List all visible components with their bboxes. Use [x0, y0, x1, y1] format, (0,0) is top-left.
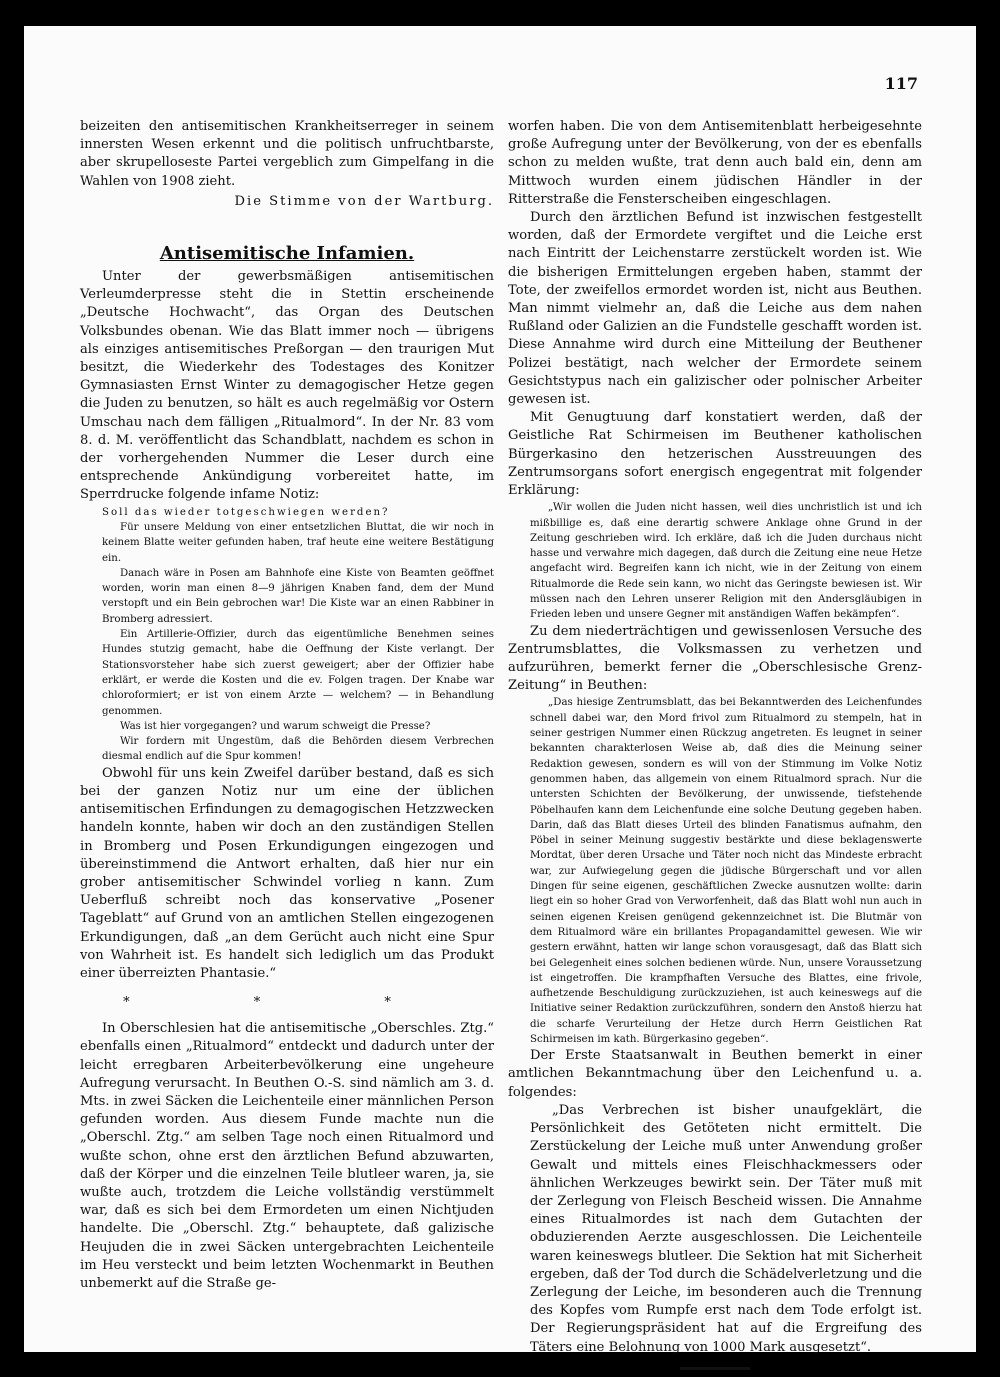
- article-paragraph-6: Mit Genugtuung darf konstatiert werden, daß der Geistliche Rat Schirmeisen im Beuthener katholischen Bürgerkasino den hetzerischen Ausstreuungen des Zentrumsorgans sofort energisch engegentrat mit folgender Erklärung:: [508, 410, 922, 499]
- article-paragraph-7: Zu dem niederträchtigen und gewissenlosen Versuche des Zentrumsblattes, die Volksmassen zu verhetzen und aufzurühren, bemerkt ferner die „Oberschlesische Grenz-Zeitung“ in Beuthen:: [508, 623, 922, 694]
- article-heading: Antisemitische Infamien.: [159, 243, 415, 265]
- page-number: 117: [884, 74, 918, 93]
- quoted-notice: [80, 505, 494, 765]
- quote-line: Soll das wieder totgeschwiegen werden?: [102, 506, 390, 518]
- article-paragraph-8: Der Erste Staatsanwalt in Beuthen bemerkt in einer amtlichen Bekanntmachung über den Leichenfund u. a. folgendes:: [508, 1048, 922, 1100]
- intro-paragraph: beizeiten den antisemitischen Krankheitserreger in seinem innersten Wesen erkennt und die politisch unfruchtbarste, aber skrupelloseste Partei vergeblich zum Gimpelfang in die Wahlen von 1908 zieht.: [80, 119, 494, 189]
- article-paragraph-3: In Oberschlesien hat die antisemitische „Oberschles. Ztg.“ ebenfalls einen „Ritualmord“ entdeckt und dadurch unter der leicht erregbaren Arbeiterbevölkerung eine ungeheure Aufregung verursacht. In Beuthen O.-S. sind nämlich am 3. d. Mts. in zwei Säcken die Leichenteile einer männlichen Person gefunden worden. Aus diesem Funde machte nun die „Oberschl. Ztg.“ am selben Tage noch einen Ritualmord und wußte schon, ohne erst den ärztlichen Befund abzuwarten, daß der Körper und die einzelnen Teile blutleer waren, ja, sie wußte auch, trotzdem die Leiche vollständig verstümmelt war, daß es sich bei dem Ermordeten um einen Nichtjuden handelte. Die „Oberschl. Ztg.“ behauptete, daß galizische Heujuden die in zwei Säcken untergebrachten Leichenteile im Heu versteckt und beim letzten Wochenmarkt in Beuthen unbemerkt auf die Straße ge-: [80, 1021, 494, 1291]
- left-column: [80, 118, 494, 1293]
- article-paragraph-4: worfen haben. Die von dem Antisemitenblatt herbeigesehnte große Aufregung unter der Bevölkerung, von der es ebenfalls schon zu melden wußte, trat denn auch bald ein, denn am Mittwoch wurden einem jüdischen Händler in der Ritterstraße die Fensterscheiben eingeschlagen.: [508, 119, 922, 207]
- quote-line: Danach wäre in Posen am Bahnhofe eine Kiste von Beamten geöffnet worden, worin man einen 8—9 jährigen Knaben fand, dem der Mund verstopft und ein Bein gebrochen war! Die Kiste war an einen Rabbiner in Bromberg adressiert.: [102, 567, 494, 625]
- quoted-newspaper: „Das hiesige Zentrumsblatt, das bei Bekanntwerden des Leichenfundes schnell dabei war, den Mord frivol zum Ritualmord zu stempeln, hat in seiner gestrigen Nummer einen Rückzug angetreten. Es leugnet in seiner bekannten charakterlosen Weise ab, daß dies die Meinung seiner Redaktion gewesen, sondern es will von der Stimmung im Volke Notiz genommen haben, das allgemein von einem Ritualmord sprach. Nur die untersten Schichten der Bevölkerung, der unwissende, tiefstehende Pöbelhaufen kann dem Leichenfunde eine solche Deutung gegeben haben. Darin, daß das Blatt dieses Urteil des blinden Fanatismus aufnahm, den Pöbel in seiner Meinung suggestiv bestärkte und diese beklagenswerte Mordtat, über deren Ursache und Täter noch nicht das Mindeste erbracht war, zur Aufwiegelung gegen die jüdische Bürgerschaft und vor allen Dingen für seine eigenen, geschäftlichen Zwecke ausnutzen wollte: darin liegt ein so hoher Grad von Verworfenheit, daß das Blatt wohl nun auch in seinen eigenen Kreisen genügend gekennzeichnet ist. Die Blutmär von dem Ritualmord wäre ein brillantes Propagandamittel gewesen. Wie wir gestern erwähnt, hatten wir lange schon vorausgesagt, daß das Blatt sich bei Gelegenheit eines solchen bedienen würde. Nun, unsere Voraussetzung ist eingetroffen. Die krampfhaften Versuche des Blattes, eine frivole, aufhetzende Beschuldigung zurückzuziehen, ist auch keineswegs auf die Initiative seiner Redaktion zurückzuführen, sondern den Anstoß hierzu hat die scharfe Verurteilung der Hetze durch Herrn Geistlichen Rat Schirmeisen im kath. Bürgerkasino gegeben“.: [530, 697, 922, 1045]
- quote-line: Wir fordern mit Ungestüm, daß die Behörden diesem Verbrechen diesmal endlich auf die Spur kommen!: [102, 736, 494, 763]
- source-signature: Die Stimme von der Wartburg.: [234, 193, 494, 209]
- right-column: [508, 118, 922, 1370]
- article-paragraph-5: Durch den ärztlichen Befund ist inzwischen festgestellt worden, daß der Ermordete vergiftet und die Leiche erst nach Eintritt der Leichenstarre zerstückelt worden ist. Wie die bisherigen Ermittelungen ergeben haben, stammt der Tote, der zweifellos ermordet worden ist, nicht aus Beuthen. Man nimmt vielmehr an, daß die Leiche aus dem nahen Rußland oder Galizien an die Fundstelle geschafft worden ist. Diese Annahme wird durch eine Mitteilung der Beuthener Polizei bestätigt, nach welcher der Ermordete seinem Gesichtstypus nach ein galizischer oder polnischer Arbeiter gewesen ist.: [508, 210, 922, 408]
- section-divider-stars: * * *: [123, 995, 451, 1011]
- quoted-prosecutor: „Das Verbrechen ist bisher unaufgeklärt, die Persönlichkeit des Getöteten nicht ermittelt. Die Zerstückelung der Leiche muß unter Anwendung großer Gewalt und mittels eines Fleischhackmessers oder ähnlichen Werkzeuges bewirkt sein. Der Täter muß mit der Zerlegung von Fleisch Bescheid wissen. Die Annahme eines Ritualmordes ist nach dem Gutachten der obduzierenden Aerzte ausgeschlossen. Die Leichenteile waren keineswegs blutleer. Die Sektion hat mit Sicherheit ergeben, daß der Tod durch die Schädelverletzung und die Zerlegung der Leiche, im besonderen auch die Trennung des Kopfes vom Rumpfe erst nach dem Tode erfolgt ist. Der Regierungspräsident hat auf die Ergreifung des Täters eine Belohnung von 1000 Mark ausgesetzt“.: [530, 1102, 922, 1355]
- quote-line: Was ist hier vorgegangen? und warum schweigt die Presse?: [120, 720, 431, 732]
- quoted-declaration: „Wir wollen die Juden nicht hassen, weil dies unchristlich ist und ich mißbillige es, daß eine derartig schwere Anklage ohne Grund in der Zeitung geschrieben wird. Ich erkläre, daß ich die Juden durchaus nicht hasse und verwahre mich dagegen, daß durch die Zeitung eine neue Hetze angefacht wird. Begreifen kann ich nicht, wie in der Zeitung von einem Ritualmorde die Rede sein kann, wo nicht das Geringste bewiesen ist. Wir müssen nach den Lehren unserer Religion mit den Andersgläubigen in Frieden leben und unsere Gegner mit anständigen Waffen bekämpfen“.: [530, 502, 922, 621]
- document-page: [24, 26, 976, 1355]
- article-paragraph-1: Unter der gewerbsmäßigen antisemitischen Verleumderpresse steht die in Stettin erscheinende „Deutsche Hochwacht“, das Organ des Deutschen Volksbundes obenan. Wie das Blatt immer noch — übrigens als einziges antisemitisches Preßorgan — den traurigen Mut besitzt, die Wiederkehr des Todestages des Konitzer Gymnasiasten Ernst Winter zu demagogischer Hetze gegen die Juden zu benutzen, so hält es auch regelmäßig vor Ostern Umschau nach dem fälligen „Ritualmord“. In der Nr. 83 vom 8. d. M. veröffentlicht das Schandblatt, nachdem es schon in der vorhergehenden Nummer die Leser durch eine entsprechende Ankündigung vorbereitet hatte, im Sperrdrucke folgende infame Notiz:: [80, 269, 494, 503]
- quote-line: Für unsere Meldung von einer entsetzlichen Bluttat, die wir noch in keinem Blatte weiter gefunden haben, traf heute eine weitere Bestätigung ein.: [102, 521, 494, 564]
- quote-line: Ein Artillerie-Offizier, durch das eigentümliche Benehmen seines Hundes stutzig gemacht, habe die Oeffnung der Kiste verlangt. Der Stationsvorsteher habe sich zuerst geweigert; aber der Offizier habe erklärt, er werde die Kosten und die ev. Folgen tragen. Der Knabe war chloroformiert; er ist von einem Arzte — welchem? — in Behandlung genommen.: [102, 629, 494, 717]
- article-paragraph-2: Obwohl für uns kein Zweifel darüber bestand, daß es sich bei der ganzen Notiz nur um eine der üblichen antisemitischen Erfindungen zu demagogischen Hetzzwecken handeln konnte, haben wir doch an den zuständigen Stellen in Bromberg und Posen Erkundigungen eingezogen und übereinstimmend die Antwort erhalten, daß hier nur ein grober antisemitischer Schwindel vorlieg n kann. Zum Ueberfluß schreibt noch das konservative „Posener Tageblatt“ auf Grund von an amtlichen Stellen eingezogenen Erkundigungen, daß „an dem Gerücht auch nicht eine Spur von Wahrheit ist. Es handelt sich lediglich um das Produkt einer überreizten Phantasie.“: [80, 765, 494, 981]
- end-rule: [680, 1367, 750, 1370]
